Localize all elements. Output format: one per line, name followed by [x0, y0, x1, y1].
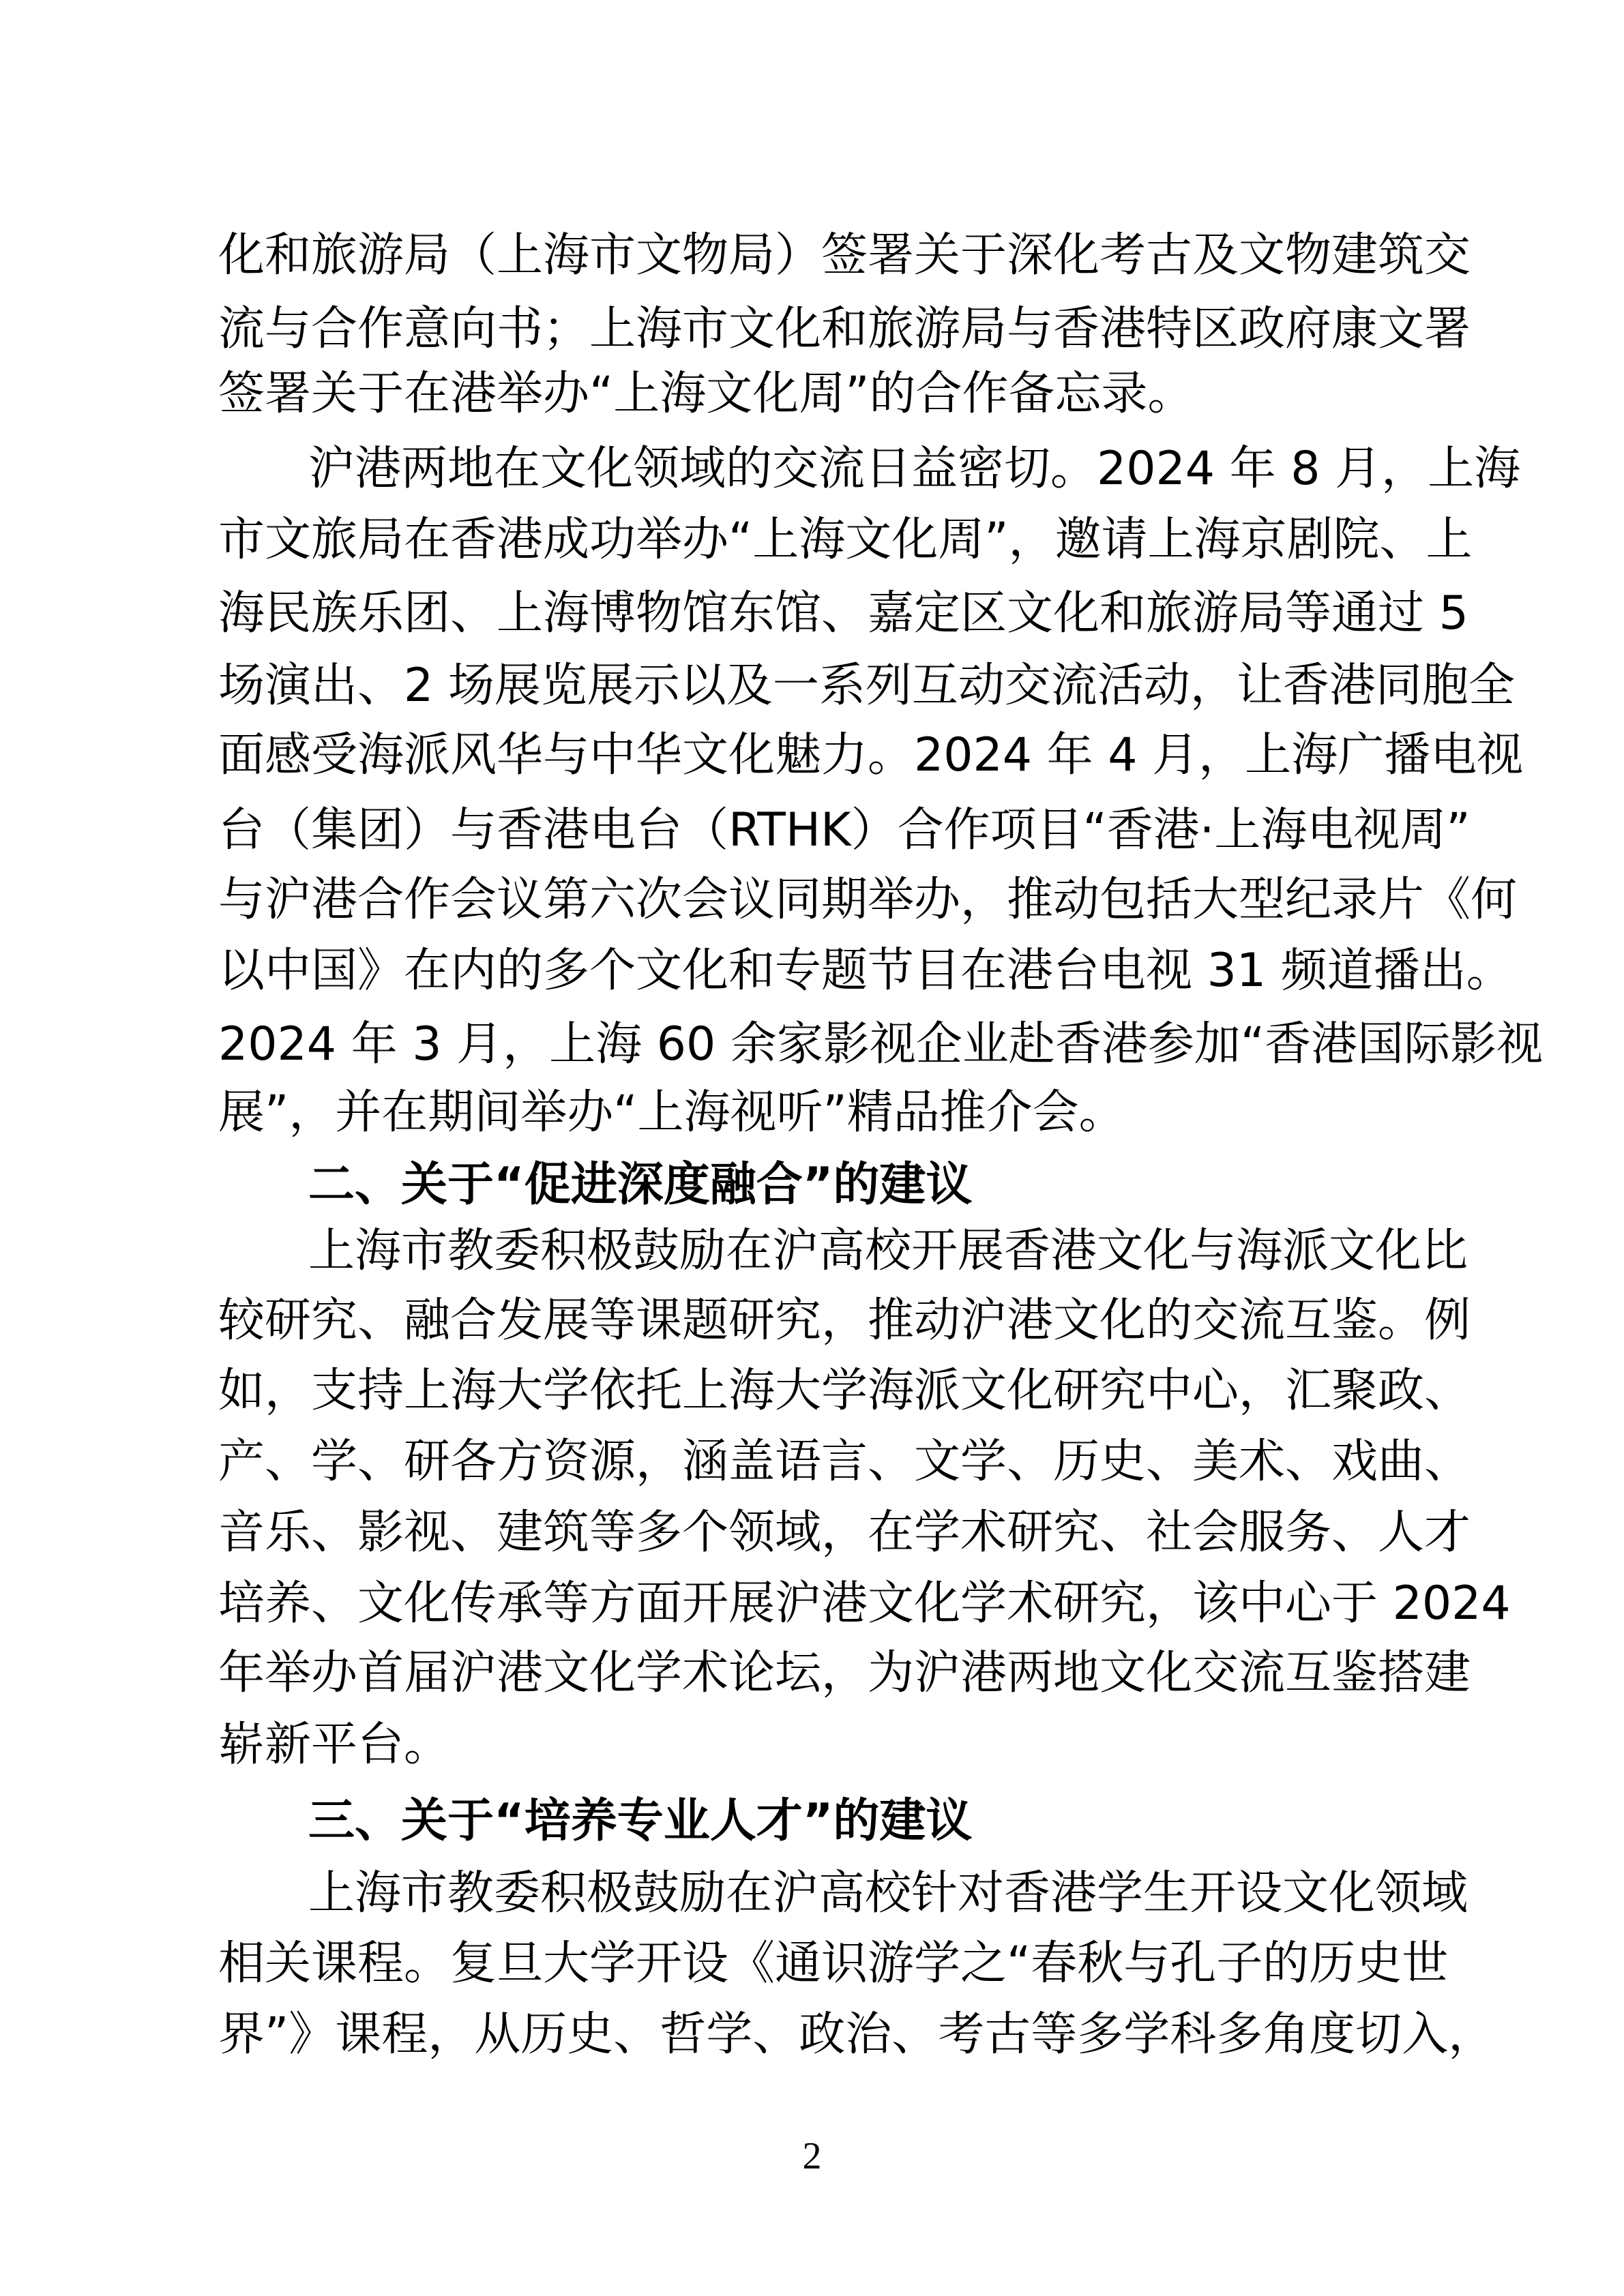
body-line: 界”》课程，从历史、哲学、政治、考古等多学科多角度切入，	[218, 2008, 1495, 2061]
body-line: 崭新平台。	[218, 1718, 451, 1772]
body-line: 上海市教委积极鼓励在沪高校开展香港文化与海派文化比	[308, 1224, 1468, 1278]
body-line: 培养、文化传承等方面开展沪港文化学术研究，该中心于 2024	[218, 1577, 1511, 1630]
body-line: 海民族乐团、上海博物馆东馆、嘉定区文化和旅游局等通过 5	[218, 586, 1468, 640]
body-line: 流与合作意向书；上海市文化和旅游局与香港特区政府康文署	[218, 302, 1471, 356]
section-heading-3: 三、关于“培养专业人才”的建议	[308, 1794, 973, 1848]
section-heading-2: 二、关于“促进深度融合”的建议	[308, 1158, 973, 1212]
body-line: 如，支持上海大学依托上海大学海派文化研究中心，汇聚政、	[218, 1364, 1471, 1418]
body-line: 签署关于在港举办“上海文化周”的合作备忘录。	[218, 367, 1194, 421]
body-line: 年举办首届沪港文化学术论坛，为沪港两地文化交流互鉴搭建	[218, 1646, 1471, 1700]
body-line: 上海市教委积极鼓励在沪高校针对香港学生开设文化领域	[308, 1866, 1468, 1920]
body-line: 与沪港合作会议第六次会议同期举办，推动包括大型纪录片《何	[218, 873, 1518, 927]
body-line: 以中国》在内的多个文化和专题节目在港台电视 31 频道播出。	[218, 944, 1513, 998]
body-line: 台（集团）与香港电台（RTHK）合作项目“香港·上海电视周”	[218, 803, 1471, 857]
body-line: 场演出、2 场展览展示以及一系列互动交流活动，让香港同胞全	[218, 659, 1515, 713]
body-line: 面感受海派风华与中华文化魅力。2024 年 4 月，上海广播电视	[218, 728, 1524, 782]
body-line: 化和旅游局（上海市文物局）签署关于深化考古及文物建筑交	[218, 228, 1471, 282]
body-line: 2024 年 3 月，上海 60 余家影视企业赴香港参加“香港国际影视	[218, 1017, 1544, 1071]
body-line: 市文旅局在香港成功举办“上海文化周”，邀请上海京剧院、上	[218, 513, 1473, 567]
body-line: 展”，并在期间举办“上海视听”精品推介会。	[218, 1086, 1125, 1139]
body-line: 相关课程。复旦大学开设《通识游学之“春秋与孔子的历史世	[218, 1937, 1449, 1991]
page-number: 2	[802, 2135, 822, 2177]
body-line: 较研究、融合发展等课题研究，推动沪港文化的交流互鉴。例	[218, 1294, 1471, 1347]
body-line: 产、学、研各方资源，涵盖语言、文学、历史、美术、戏曲、	[218, 1435, 1471, 1489]
body-line: 沪港两地在文化领域的交流日益密切。2024 年 8 月，上海	[308, 442, 1521, 496]
body-line: 音乐、影视、建筑等多个领域，在学术研究、社会服务、人才	[218, 1506, 1471, 1560]
